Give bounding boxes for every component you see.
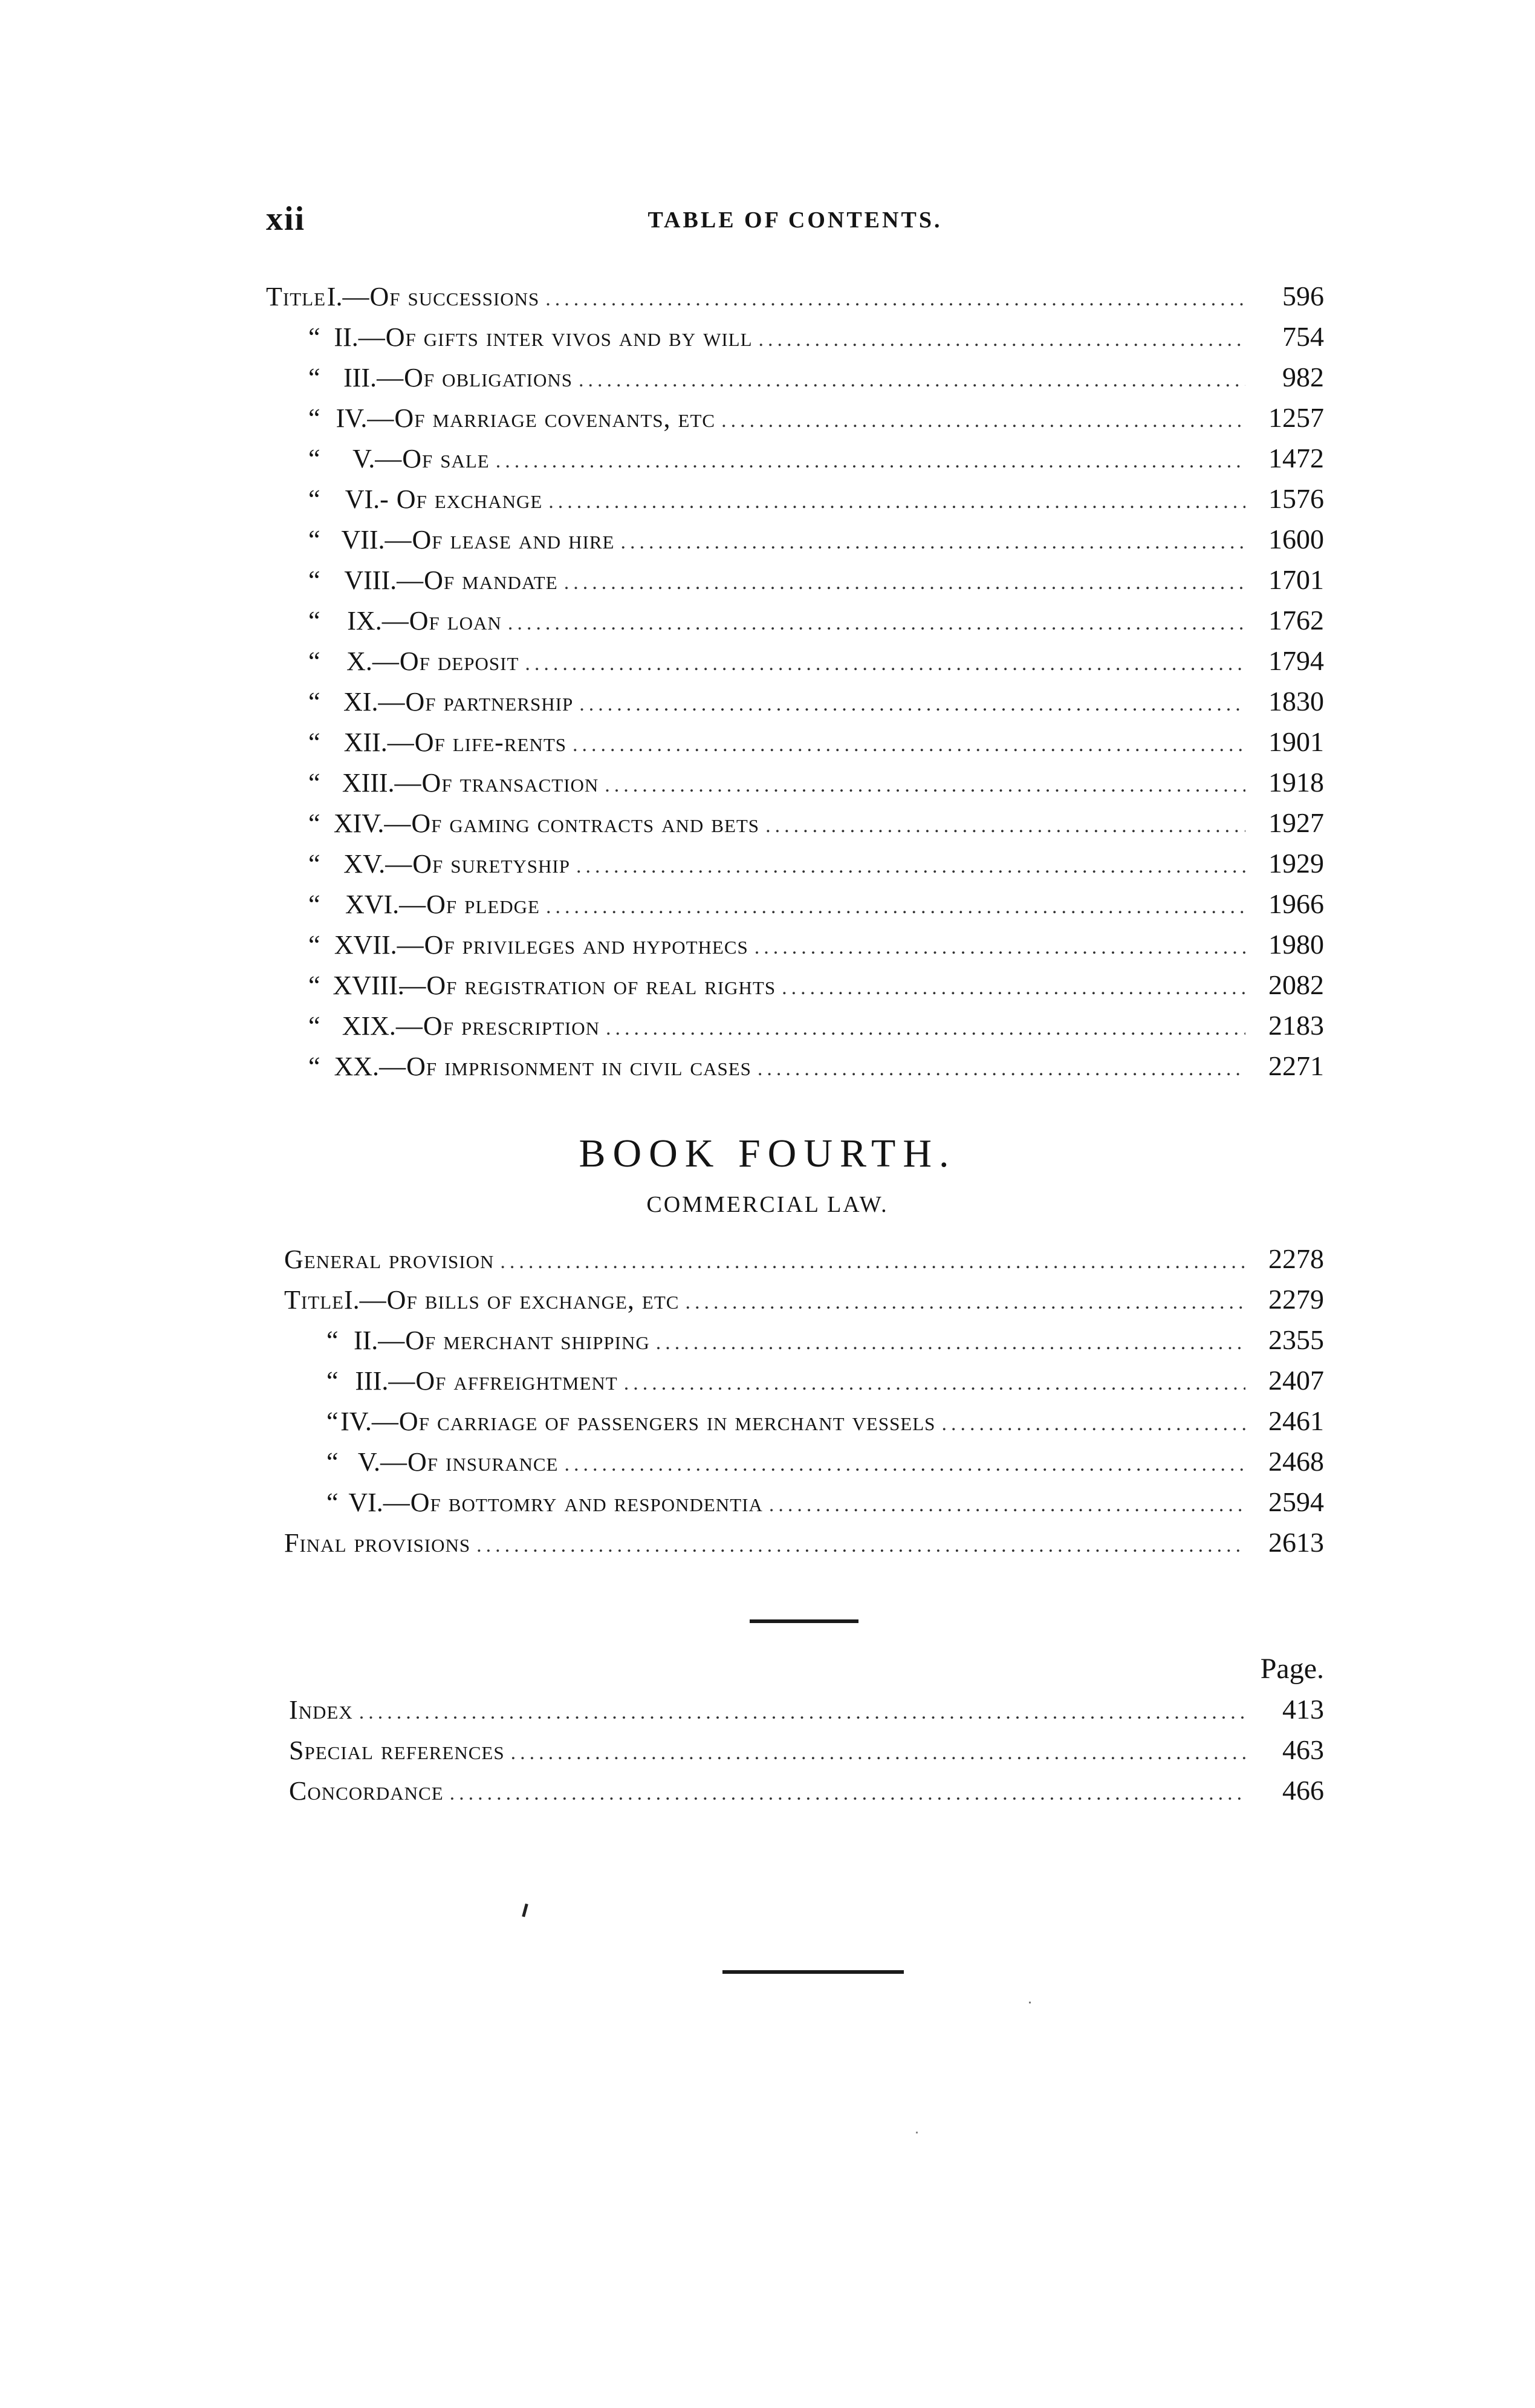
toc-entry — [266, 969, 1324, 1005]
toc-entry — [266, 564, 1324, 600]
toc-number: XI. — [343, 687, 378, 717]
toc-number: XVIII. — [333, 971, 404, 1000]
toc-title: —Of affreightment — [388, 1366, 618, 1396]
leader-dots — [545, 288, 1245, 311]
section-divider — [750, 1619, 858, 1623]
appendix-title: Index — [289, 1695, 353, 1725]
toc-title: —Of carriage of passengers in merchant vessels — [371, 1407, 936, 1436]
ditto-mark: “ — [308, 1052, 321, 1081]
ditto-mark: “ — [308, 363, 321, 392]
ditto-mark: “ — [308, 565, 321, 595]
leader-dots — [564, 1453, 1245, 1476]
ditto-mark: “ — [308, 930, 321, 960]
leader-dots — [525, 652, 1245, 675]
toc-page: 1600 — [1268, 524, 1324, 555]
leader-dots — [769, 1494, 1245, 1517]
toc-title: —Of pledge — [399, 890, 540, 919]
toc-page: 1901 — [1268, 726, 1324, 757]
leader-dots — [359, 1701, 1245, 1724]
toc-entry — [266, 280, 1324, 316]
toc-lead: Title — [284, 1285, 345, 1315]
toc-number: III. — [343, 363, 377, 392]
toc-entry — [284, 1445, 1324, 1482]
toc-title: —Of bills of exchange, etc — [359, 1285, 680, 1315]
leader-dots — [620, 531, 1245, 554]
leader-dots — [573, 734, 1245, 757]
leader-dots — [450, 1782, 1245, 1805]
ditto-mark: “ — [308, 971, 321, 1000]
leader-dots — [765, 815, 1245, 838]
toc-title: —Of registration of real rights — [399, 971, 776, 1000]
toc-title: —Of sale — [375, 444, 490, 473]
toc-entry — [284, 1405, 1324, 1441]
toc-number: X. — [346, 646, 372, 676]
toc-page: 2407 — [1268, 1365, 1324, 1396]
toc-page: 596 — [1282, 281, 1324, 311]
leader-dots — [476, 1534, 1245, 1557]
leader-dots — [624, 1372, 1245, 1395]
leader-dots — [685, 1291, 1245, 1314]
leader-dots — [605, 774, 1245, 797]
toc-page: 2355 — [1268, 1324, 1324, 1355]
toc-entry — [266, 685, 1324, 721]
leader-dots — [564, 571, 1245, 594]
toc-entry — [266, 766, 1324, 802]
leader-dots — [579, 369, 1245, 392]
toc-page: 1257 — [1268, 402, 1324, 433]
toc-entry — [284, 1364, 1324, 1401]
ditto-mark: “ — [326, 1407, 339, 1436]
appendix-page: 413 — [1282, 1694, 1324, 1725]
leader-dots — [941, 1413, 1245, 1436]
toc-title: —Of bottomry and respondentia — [383, 1488, 763, 1517]
toc-entry — [266, 928, 1324, 965]
toc-page: 2279 — [1268, 1284, 1324, 1315]
toc-page: 1472 — [1268, 443, 1324, 473]
ditto-mark: “ — [308, 444, 321, 473]
toc-title: —Of insurance — [380, 1447, 559, 1477]
toc-title: —Of prescription — [395, 1011, 600, 1041]
toc-title: —Of marriage covenants, etc — [367, 403, 716, 433]
toc-number: V. — [357, 1447, 381, 1477]
ditto-mark: “ — [308, 1011, 321, 1041]
leader-dots — [721, 409, 1245, 432]
page-number: xii — [266, 200, 306, 238]
toc-number: VIII. — [344, 565, 397, 595]
toc-entry — [266, 402, 1324, 438]
toc-title: —Of transaction — [394, 768, 599, 798]
toc-number: IV. — [336, 403, 368, 433]
toc-entry — [266, 1009, 1324, 1046]
toc-number: I. — [326, 282, 343, 311]
toc-title: Final provisions — [284, 1528, 471, 1558]
toc-number: XVII. — [334, 930, 397, 960]
ditto-mark: “ — [308, 484, 321, 514]
toc-page: 1918 — [1268, 767, 1324, 798]
leader-dots — [606, 1017, 1245, 1040]
toc-page: 2082 — [1268, 969, 1324, 1000]
book-subheading: COMMERCIAL LAW. — [646, 1192, 889, 1217]
appendix-title: Concordance — [289, 1776, 444, 1806]
toc-page: 1762 — [1268, 605, 1324, 636]
toc-page: 1794 — [1268, 645, 1324, 676]
leader-dots — [511, 1742, 1245, 1765]
leader-dots — [500, 1251, 1245, 1274]
toc-title: General provision — [284, 1245, 495, 1274]
appendix-entry — [289, 1774, 1324, 1811]
stray-mark — [1029, 2002, 1031, 2003]
toc-entry — [284, 1324, 1324, 1360]
page-header — [266, 200, 1324, 254]
toc-entry — [266, 361, 1324, 397]
leader-dots — [656, 1332, 1245, 1355]
toc-page: 1701 — [1268, 564, 1324, 595]
toc-number: VII. — [341, 525, 385, 555]
toc-title: —Of mandate — [397, 565, 558, 595]
stray-mark — [916, 2132, 918, 2133]
toc-title: —Of obligations — [377, 363, 573, 392]
ditto-mark: “ — [308, 646, 321, 676]
toc-entry — [266, 847, 1324, 883]
toc-title: —Of successions — [342, 282, 540, 311]
ditto-mark: “ — [308, 687, 321, 717]
toc-title: —Of suretyship — [385, 849, 570, 879]
ditto-mark: “ — [326, 1447, 339, 1477]
page-column-label: Page. — [1260, 1653, 1324, 1685]
toc-page: 1830 — [1268, 686, 1324, 717]
toc-number: V. — [352, 444, 375, 473]
appendix-entry — [289, 1693, 1324, 1730]
appendix-title: Special references — [289, 1736, 505, 1765]
running-title: TABLE OF CONTENTS. — [647, 207, 943, 233]
toc-page: 1927 — [1268, 807, 1324, 838]
toc-entry — [266, 442, 1324, 478]
ditto-mark: “ — [308, 403, 321, 433]
ditto-mark: “ — [308, 809, 321, 838]
ditto-mark: “ — [326, 1366, 339, 1396]
toc-page: 2613 — [1268, 1527, 1324, 1558]
toc-number: IV. — [340, 1407, 372, 1436]
toc-entry — [266, 523, 1324, 559]
appendix-page: 463 — [1282, 1734, 1324, 1765]
ditto-mark: “ — [308, 322, 321, 352]
toc-title: —Of gaming contracts and bets — [384, 809, 760, 838]
toc-page: 1576 — [1268, 483, 1324, 514]
toc-page: 2594 — [1268, 1486, 1324, 1517]
toc-number: III. — [355, 1366, 389, 1396]
toc-title: —Of life-rents — [387, 727, 566, 757]
stray-mark — [522, 1904, 528, 1918]
final-provisions-entry — [284, 1526, 1324, 1563]
toc-title: —Of imprisonment in civil cases — [379, 1052, 751, 1081]
toc-lead: Title — [266, 282, 326, 311]
leader-dots — [508, 612, 1245, 635]
toc-page: 2468 — [1268, 1446, 1324, 1477]
toc-number: XIV. — [333, 809, 385, 838]
toc-entry — [284, 1283, 1324, 1320]
toc-entry — [266, 1050, 1324, 1086]
ditto-mark: “ — [308, 525, 321, 555]
toc-page: 2278 — [1268, 1243, 1324, 1274]
toc-page: 754 — [1282, 321, 1324, 352]
ditto-mark: “ — [308, 768, 321, 798]
ditto-mark: “ — [326, 1326, 339, 1355]
toc-page: 1929 — [1268, 848, 1324, 879]
appendix-page: 466 — [1282, 1775, 1324, 1806]
ditto-mark: “ — [308, 849, 321, 879]
toc-page: 2271 — [1268, 1050, 1324, 1081]
toc-number: XV. — [343, 849, 386, 879]
toc-number: XVI. — [345, 890, 400, 919]
toc-entry — [266, 483, 1324, 519]
toc-title: —Of merchant shipping — [378, 1326, 650, 1355]
leader-dots — [496, 450, 1245, 473]
toc-page: 982 — [1282, 362, 1324, 392]
leader-dots — [579, 693, 1245, 716]
toc-entry — [266, 888, 1324, 924]
toc-title: —Of privileges and hypothecs — [397, 930, 748, 960]
ditto-mark: “ — [308, 606, 321, 636]
toc-title: —Of loan — [381, 606, 502, 636]
leader-dots — [546, 896, 1245, 919]
toc-number: XII. — [343, 727, 388, 757]
toc-number: VI. — [345, 484, 380, 514]
ditto-mark: “ — [308, 890, 321, 919]
toc-number: VI. — [348, 1488, 383, 1517]
toc-title: - Of exchange — [380, 484, 543, 514]
toc-entry — [266, 807, 1324, 843]
leader-dots — [782, 977, 1245, 1000]
leader-dots — [759, 328, 1245, 351]
toc-entry — [266, 604, 1324, 640]
toc-entry — [266, 321, 1324, 357]
ditto-mark: “ — [308, 727, 321, 757]
leader-dots — [758, 1058, 1245, 1081]
toc-title: —Of partnership — [378, 687, 574, 717]
toc-entry — [266, 726, 1324, 762]
toc-number: XX. — [334, 1052, 380, 1081]
toc-title: —Of gifts inter vivos and by will — [358, 322, 753, 352]
closing-rule — [722, 1970, 904, 1974]
toc-page: 1980 — [1268, 929, 1324, 960]
ditto-mark: “ — [326, 1488, 339, 1517]
toc-page: 1966 — [1268, 888, 1324, 919]
leader-dots — [548, 490, 1245, 513]
toc-number: XIX. — [342, 1011, 396, 1041]
toc-number: XIII. — [342, 768, 395, 798]
toc-number: II. — [353, 1326, 378, 1355]
toc-number: IX. — [347, 606, 382, 636]
appendix-entry — [289, 1734, 1324, 1770]
toc-entry — [284, 1486, 1324, 1522]
book-heading: BOOK FOURTH. — [579, 1131, 956, 1176]
toc-page: 2183 — [1268, 1010, 1324, 1041]
toc-entry — [266, 645, 1324, 681]
toc-number: II. — [334, 322, 359, 352]
leader-dots — [755, 936, 1245, 959]
toc-title: —Of deposit — [372, 646, 519, 676]
toc-title: —Of lease and hire — [385, 525, 615, 555]
general-provision-entry — [284, 1243, 1324, 1279]
toc-number: I. — [344, 1285, 360, 1315]
leader-dots — [576, 855, 1245, 878]
toc-page: 2461 — [1268, 1405, 1324, 1436]
